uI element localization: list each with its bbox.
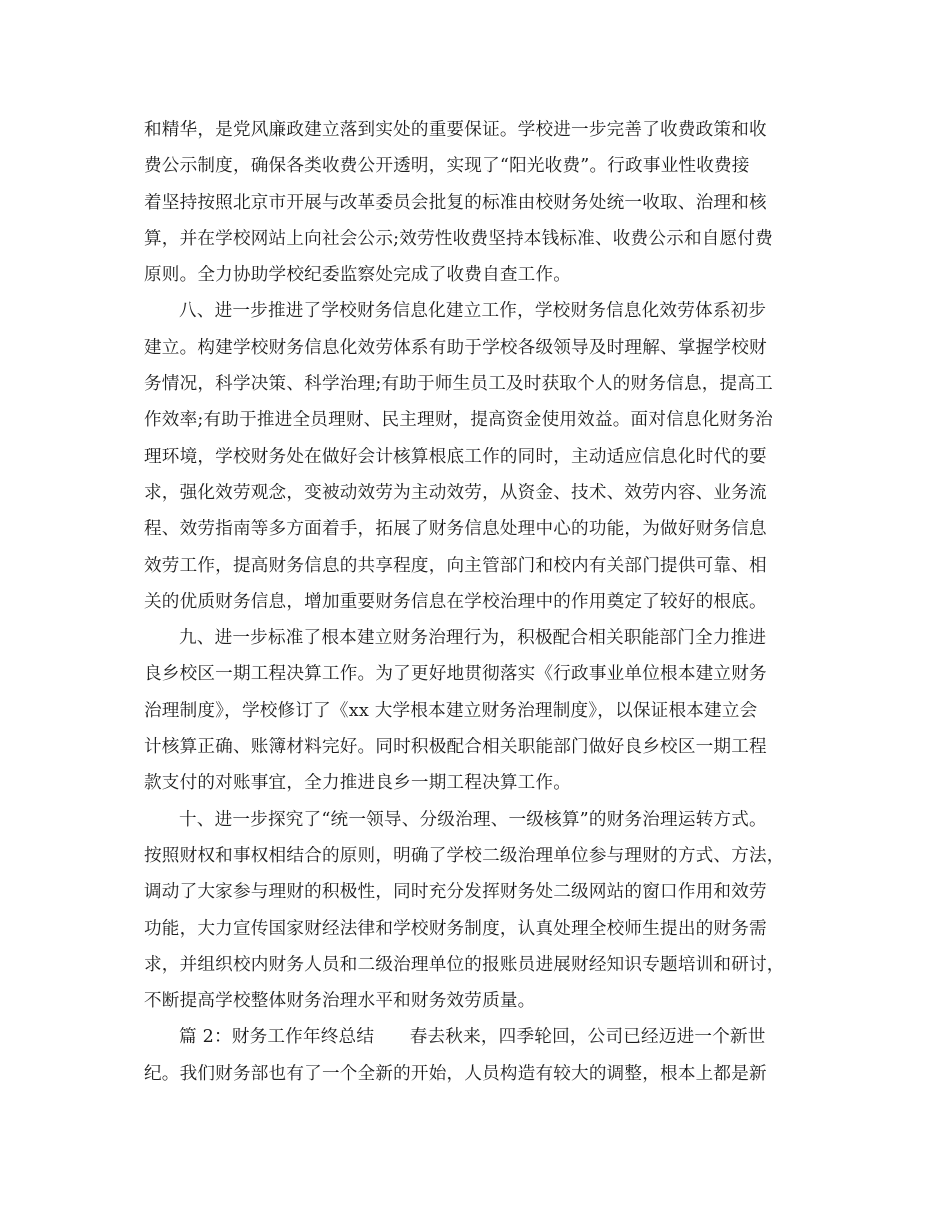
document-page (144, 112, 804, 1092)
text-line: 和精华，是党风廉政建立落到实处的重要保证。学校进一步完善了收费政策和收 (144, 120, 767, 140)
paragraph-start-line: 篇 2：财务工作年终总结 春去秋来，四季轮回，公司已经迈进一个新世 (179, 1027, 766, 1048)
paragraph-start-line: 八、进一步推进了学校财务信息化建立工作，学校财务信息化效劳体系初步 (179, 301, 767, 322)
text-line: 理环境，学校财务处在做好会计核算根底工作的同时，主动适应信息化时代的要 (144, 446, 767, 467)
text-line: 调动了大家参与理财的积极性，同时充分发挥财务处二级网站的窗口作用和效劳 (144, 882, 767, 903)
text-line: 求，并组织校内财务人员和二级治理单位的报账员进展财经知识专题培训和研讨， (144, 954, 785, 975)
paragraph-start-line: 九、进一步标准了根本建立财务治理行为，积极配合相关职能部门全力推进 (179, 628, 767, 649)
text-line: 务情况，科学决策、科学治理;有助于师生员工及时获取个人的财务信息，提高工 (144, 374, 773, 395)
text-line: 作效率;有助于推进全员理财、民主理财，提高资金使用效益。面对信息化财务治 (144, 410, 773, 431)
text-line: 治理制度》，学校修订了《xx 大学根本建立财务治理制度》，以保证根本建立会 (144, 700, 758, 721)
text-line: 效劳工作，提高财务信息的共享程度，向主管部门和校内有关部门提供可靠、相 (144, 555, 767, 576)
text-line: 纪。我们财务部也有了一个全新的开始，人员构造有较大的调整，根本上都是新 (144, 1063, 767, 1084)
text-line: 功能，大力宣传国家财经法律和学校财务制度，认真处理全校师生提出的财务需 (144, 918, 767, 939)
text-line: 求，强化效劳观念，变被动效劳为主动效劳，从资金、技术、效劳内容、业务流 (144, 482, 767, 503)
paragraph-start-line: 十、进一步探究了“统一领导、分级治理、一级核算”的财务治理运转方式。 (179, 809, 767, 830)
text-line: 计核算正确、账簿材料完好。同时积极配合相关职能部门做好良乡校区一期工程 (144, 737, 767, 758)
text-line: 关的优质财务信息，增加重要财务信息在学校治理中的作用奠定了较好的根底。 (144, 591, 767, 612)
text-line: 建立。构建学校财务信息化效劳体系有助于学校各级领导及时理解、掌握学校财 (144, 337, 767, 358)
text-line: 原则。全力协助学校纪委监察处完成了收费自查工作。 (144, 265, 572, 286)
text-line: 着坚持按照北京市开展与改革委员会批复的标准由校财务处统一收取、治理和核 (144, 192, 767, 213)
text-line: 费公示制度，确保各类收费公开透明，实现了“阳光收费”。行政事业性收费接 (144, 156, 750, 177)
text-line: 良乡校区一期工程决算工作。为了更好地贯彻落实《行政事业单位根本建立财务 (144, 664, 767, 685)
text-line: 程、效劳指南等多方面着手，拓展了财务信息处理中心的功能，为做好财务信息 (144, 519, 767, 540)
text-line: 算，并在学校网站上向社会公示;效劳性收费坚持本钱标准、收费公示和自愿付费 (144, 228, 773, 249)
text-line: 按照财权和事权相结合的原则，明确了学校二级治理单位参与理财的方式、方法， (144, 845, 785, 866)
text-line: 款支付的对账事宜，全力推进良乡一期工程决算工作。 (144, 773, 572, 794)
text-line: 不断提高学校整体财务治理水平和财务效劳质量。 (144, 991, 536, 1012)
